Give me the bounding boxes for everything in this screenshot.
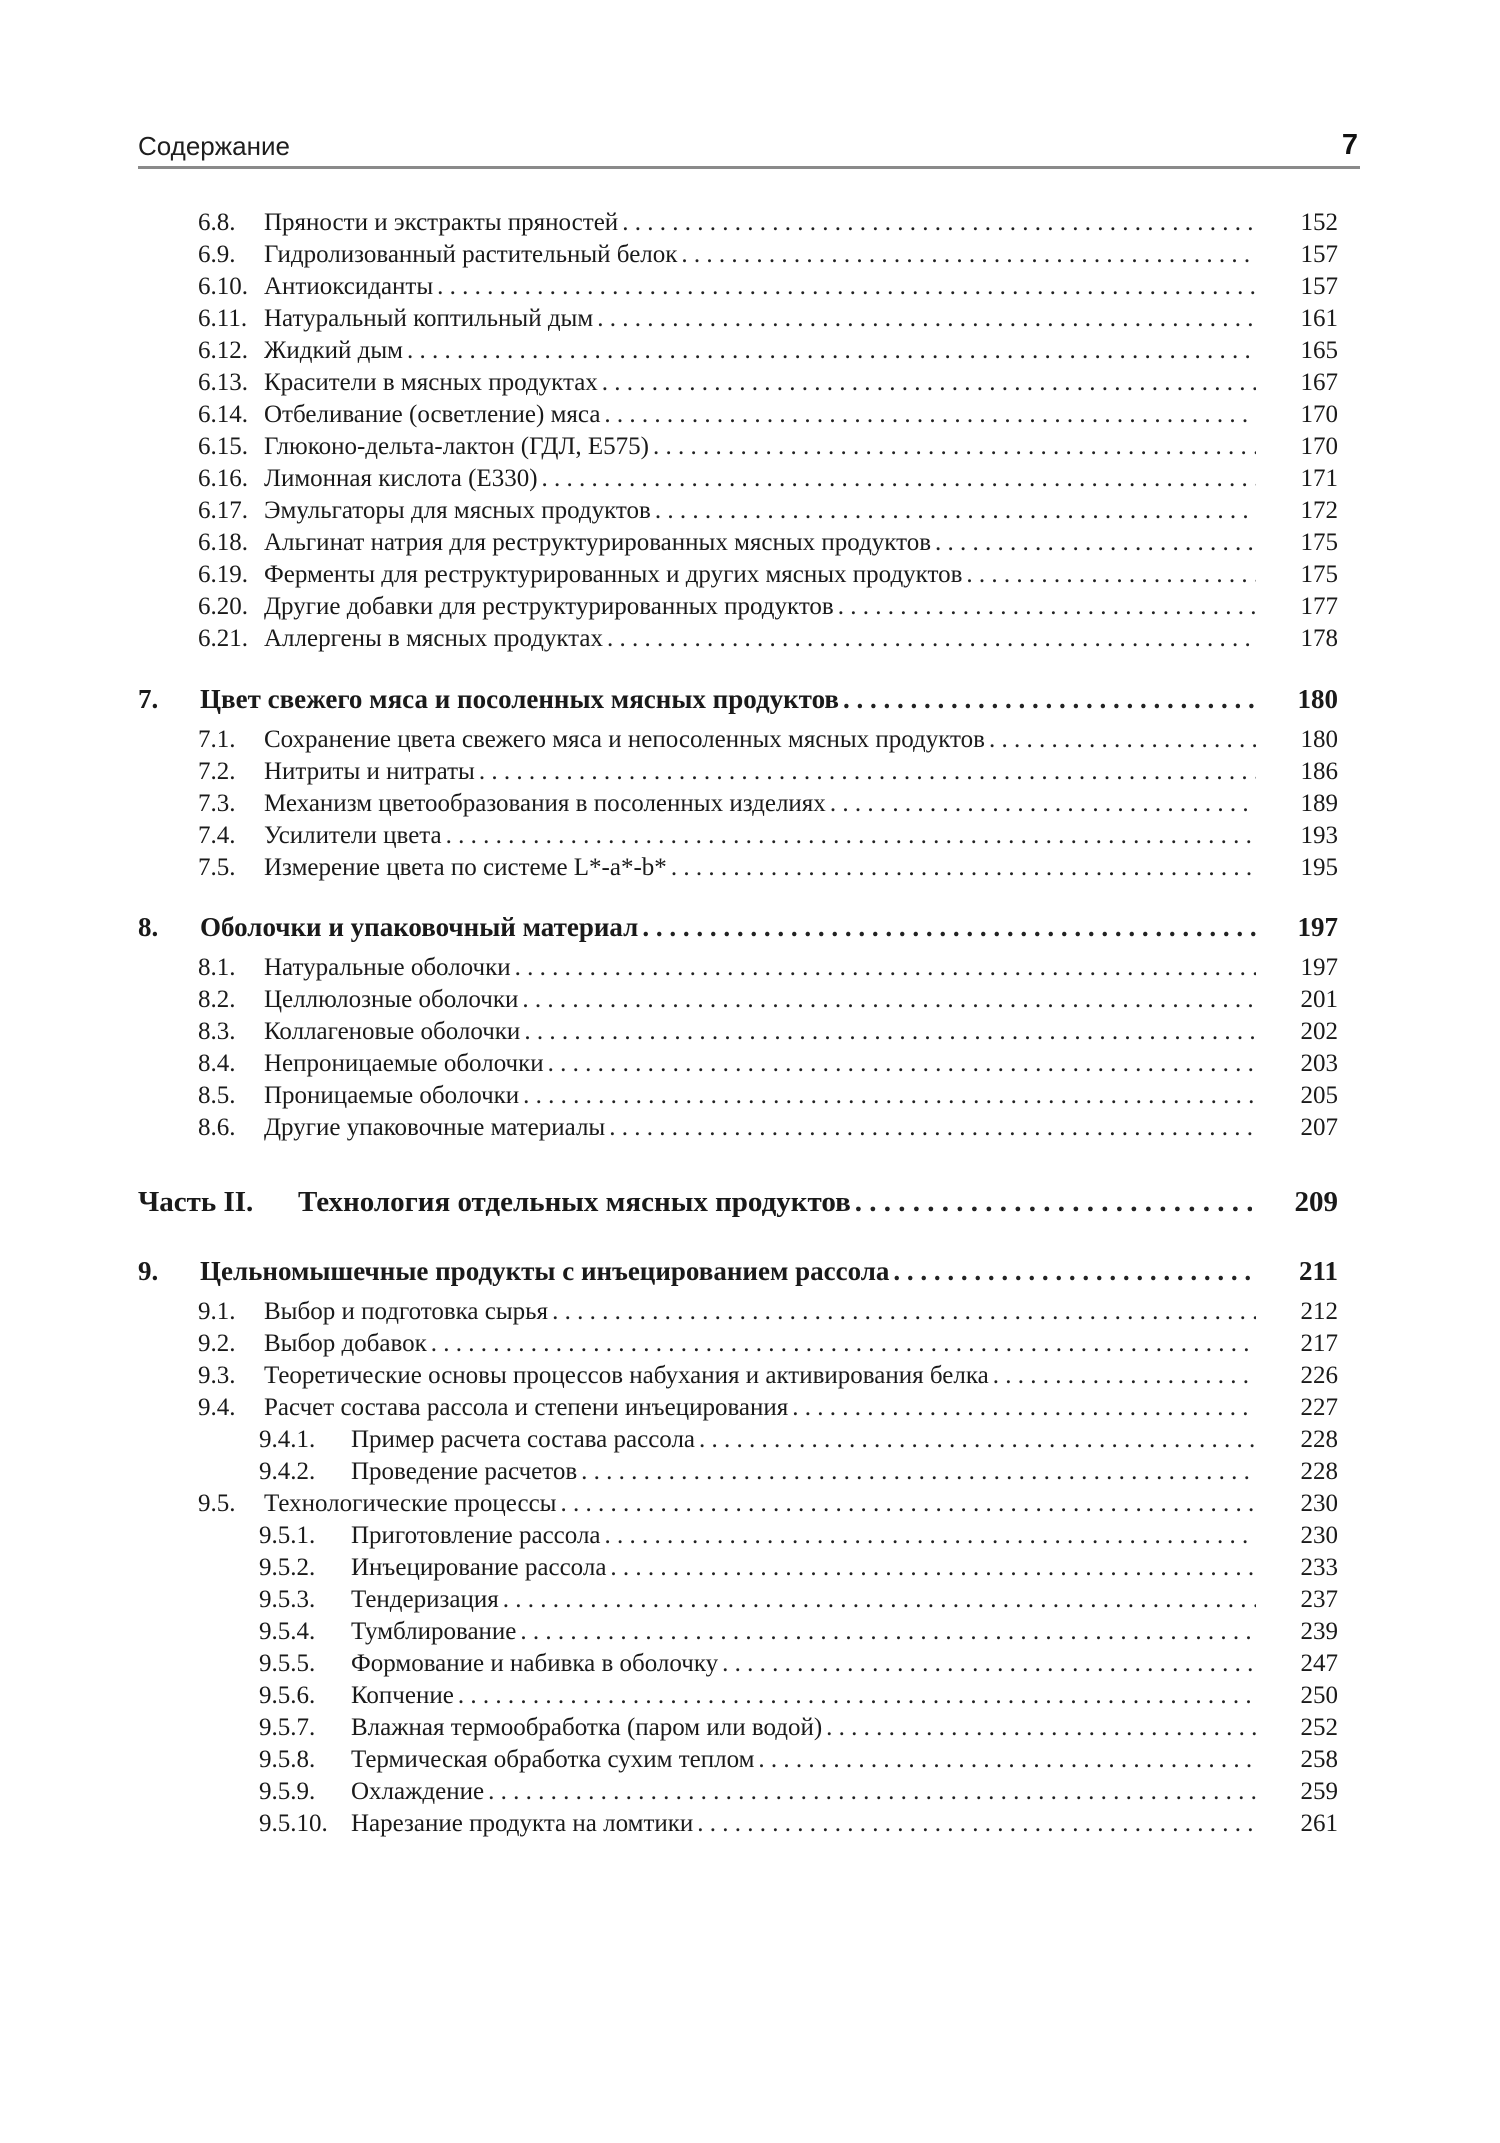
dot-leader (503, 1583, 1256, 1616)
dot-leader (642, 911, 1256, 944)
toc-entry-number: 7.1. (198, 726, 236, 753)
toc-entry-page: 177 (1300, 593, 1338, 620)
toc-entry-page: 226 (1300, 1362, 1338, 1389)
toc-entry[interactable] (138, 238, 1338, 271)
dot-leader (524, 1015, 1256, 1048)
toc-entry-number: 9.5.10. (259, 1810, 328, 1837)
toc-entry-number: 7.3. (198, 790, 236, 817)
toc-entry[interactable] (138, 1775, 1338, 1808)
toc-entry-page: 202 (1300, 1018, 1338, 1045)
toc-entry[interactable] (138, 723, 1338, 756)
header-rule (138, 166, 1360, 169)
toc-entry[interactable] (138, 1359, 1338, 1392)
toc-entry-number: 6.17. (198, 497, 248, 524)
toc-entry-number: 9.5.4. (259, 1618, 316, 1645)
toc-entry-number: 8.4. (198, 1050, 236, 1077)
toc-entry-page: 261 (1300, 1810, 1338, 1837)
toc-entry-page: 233 (1300, 1554, 1338, 1581)
toc-entry-number: 8.3. (198, 1018, 236, 1045)
dot-leader (993, 1359, 1256, 1392)
toc-entry-title: Жидкий дым (264, 337, 403, 364)
dot-leader (552, 1295, 1256, 1328)
dot-leader (515, 951, 1256, 984)
toc-entry-title: Пример расчета состава рассола (351, 1426, 696, 1453)
toc-entry-page: 209 (1294, 1186, 1338, 1218)
toc-entry-number: 6.9. (198, 241, 236, 268)
toc-entry-number: 9.5.8. (259, 1746, 316, 1773)
toc-entry-number: 6.11. (198, 305, 248, 332)
toc-entry-title: Механизм цветообразования в посоленных изделиях (264, 790, 826, 817)
dot-leader (855, 1183, 1252, 1221)
toc-entry[interactable] (138, 819, 1338, 852)
toc-entry-title: Расчет состава рассола и степени инъецирования (264, 1394, 789, 1421)
dot-leader (989, 723, 1256, 756)
toc-entry[interactable] (138, 334, 1338, 367)
toc-entry[interactable] (138, 590, 1338, 623)
toc-entry[interactable] (138, 398, 1338, 431)
toc-entry-title: Приготовление рассола (351, 1522, 601, 1549)
toc-entry-page: 172 (1300, 497, 1338, 524)
toc-entry-title: Другие упаковочные материалы (264, 1114, 606, 1141)
dot-leader (681, 238, 1256, 271)
toc-entry[interactable] (138, 270, 1338, 303)
toc-entry-page: 197 (1297, 912, 1338, 942)
toc-entry[interactable] (138, 430, 1338, 463)
toc-entry-number: 6.19. (198, 561, 248, 588)
toc-entry-page: 170 (1300, 433, 1338, 460)
toc-entry-title: Усилители цвета (264, 822, 442, 849)
toc-entry-number: 9. (138, 1256, 159, 1286)
page-number: 7 (1341, 129, 1358, 161)
toc-entry-page: 217 (1300, 1330, 1338, 1357)
toc-entry-number: 9.5.3. (259, 1586, 316, 1613)
toc-entry[interactable] (138, 494, 1338, 527)
dot-leader (935, 526, 1256, 559)
toc-entry-page: 171 (1300, 465, 1338, 492)
toc-entry[interactable] (138, 1551, 1338, 1584)
toc-entry-page: 205 (1300, 1082, 1338, 1109)
toc-entry-page: 207 (1300, 1114, 1338, 1141)
dot-leader (437, 270, 1256, 303)
toc-entry-number: 6.16. (198, 465, 248, 492)
toc-entry-page: 157 (1300, 273, 1338, 300)
toc-entry[interactable] (138, 366, 1338, 399)
toc-entry-title: Антиоксиданты (264, 273, 434, 300)
toc-entry-page: 180 (1297, 684, 1338, 714)
toc-entry-title: Эмульгаторы для мясных продуктов (264, 497, 651, 524)
toc-entry-title: Технология отдельных мясных продуктов (298, 1186, 851, 1218)
toc-entry[interactable] (138, 755, 1338, 788)
toc-entry-page: 180 (1300, 726, 1338, 753)
toc-entry-page: 201 (1300, 986, 1338, 1013)
toc-entry-page: 252 (1300, 1714, 1338, 1741)
toc-entry[interactable] (138, 787, 1338, 820)
toc-entry-title: Тумблирование (351, 1618, 517, 1645)
toc-entry-title: Формование и набивка в оболочку (351, 1650, 719, 1677)
toc-entry[interactable] (138, 1391, 1338, 1424)
toc-entry-number: 9.5. (198, 1490, 236, 1517)
dot-leader (597, 302, 1256, 335)
toc-entry[interactable] (138, 1327, 1338, 1360)
toc-entry-number: 9.5.1. (259, 1522, 316, 1549)
toc-entry[interactable] (138, 1519, 1338, 1552)
toc-entry-title: Теоретические основы процессов набухания и активирования белка (264, 1362, 989, 1389)
toc-entry-page: 250 (1300, 1682, 1338, 1709)
dot-leader (653, 430, 1256, 463)
toc-entry-number: 9.5.9. (259, 1778, 316, 1805)
toc-entry-title: Аллергены в мясных продуктах (264, 625, 603, 652)
toc-entry-title: Инъецирование рассола (351, 1554, 607, 1581)
toc-entry-number: 6.13. (198, 369, 248, 396)
toc-entry-number: 7.2. (198, 758, 236, 785)
toc-entry-page: 230 (1300, 1522, 1338, 1549)
toc-entry[interactable] (138, 1183, 1338, 1221)
toc-entry-number: 9.4.2. (259, 1458, 316, 1485)
dot-leader (479, 755, 1256, 788)
toc-entry[interactable] (138, 951, 1338, 984)
toc-entry[interactable] (138, 1423, 1338, 1456)
toc-entry[interactable] (138, 1647, 1338, 1680)
dot-leader (697, 1807, 1256, 1840)
toc-entry-title: Влажная термообработка (паром или водой) (351, 1714, 823, 1741)
toc-entry[interactable] (138, 526, 1338, 559)
dot-leader (560, 1487, 1256, 1520)
dot-leader (966, 558, 1256, 591)
toc-entry-page: 189 (1300, 790, 1338, 817)
dot-leader (607, 622, 1256, 655)
toc-entry[interactable] (138, 1079, 1338, 1112)
toc-entry-number: 9.4. (198, 1394, 236, 1421)
dot-leader (622, 206, 1256, 239)
toc-entry-page: 157 (1300, 241, 1338, 268)
dot-leader (407, 334, 1256, 367)
toc-entry-page: 175 (1300, 561, 1338, 588)
toc-entry-title: Проведение расчетов (351, 1458, 578, 1485)
toc-entry-number: 6.21. (198, 625, 248, 652)
toc-entry-number: 6.12. (198, 337, 248, 364)
toc-entry-title: Оболочки и упаковочный материал (200, 912, 639, 942)
dot-leader (548, 1047, 1256, 1080)
dot-leader (520, 1615, 1256, 1648)
toc-entry-title: Красители в мясных продуктах (264, 369, 598, 396)
toc-entry-number: Часть II. (138, 1186, 254, 1218)
toc-entry-page: 239 (1300, 1618, 1338, 1645)
toc-entry-title: Лимонная кислота (Е330) (264, 465, 538, 492)
dot-leader (838, 590, 1256, 623)
dot-leader (523, 1079, 1256, 1112)
toc-entry-page: 170 (1300, 401, 1338, 428)
running-head-title: Содержание (138, 131, 290, 161)
toc-entry-page: 178 (1300, 625, 1338, 652)
dot-leader (843, 683, 1256, 716)
toc-entry-title: Копчение (351, 1682, 454, 1709)
toc-entry-number: 6.8. (198, 209, 236, 236)
dot-leader (581, 1455, 1256, 1488)
toc-entry-page: 161 (1300, 305, 1338, 332)
toc-entry-number: 6.10. (198, 273, 248, 300)
toc-entry-number: 9.3. (198, 1362, 236, 1389)
dot-leader (826, 1711, 1256, 1744)
toc-entry-number: 9.5.7. (259, 1714, 316, 1741)
toc-entry-number: 9.5.5. (259, 1650, 316, 1677)
toc-entry-number: 9.5.2. (259, 1554, 316, 1581)
toc-entry-number: 8.6. (198, 1114, 236, 1141)
dot-leader (605, 1519, 1256, 1552)
toc-entry-title: Цвет свежего мяса и посоленных мясных продуктов (200, 684, 839, 714)
toc-entry-title: Натуральные оболочки (264, 954, 511, 981)
toc-entry-page: 230 (1300, 1490, 1338, 1517)
toc-entry-page: 259 (1300, 1778, 1338, 1805)
toc-entry[interactable] (138, 1679, 1338, 1712)
toc-entry-page: 228 (1300, 1426, 1338, 1453)
toc-entry-page: 167 (1300, 369, 1338, 396)
running-head (138, 122, 1360, 162)
toc-entry[interactable] (138, 851, 1338, 884)
toc-entry[interactable] (138, 1255, 1338, 1288)
toc-entry-number: 6.18. (198, 529, 248, 556)
dot-leader (488, 1775, 1256, 1808)
dot-leader (602, 366, 1256, 399)
dot-leader (431, 1327, 1256, 1360)
toc-entry[interactable] (138, 462, 1338, 495)
toc-entry-title: Термическая обработка сухим теплом (351, 1746, 755, 1773)
toc-entry-number: 8. (138, 912, 159, 942)
toc-entry-page: 228 (1300, 1458, 1338, 1485)
dot-leader (610, 1551, 1256, 1584)
toc-entry[interactable] (138, 622, 1338, 655)
dot-leader (893, 1255, 1256, 1288)
toc-entry-title: Выбор добавок (264, 1330, 427, 1357)
toc-entry[interactable] (138, 1583, 1338, 1616)
toc-entry-page: 237 (1300, 1586, 1338, 1613)
toc-entry-title: Целлюлозные оболочки (264, 986, 519, 1013)
toc-entry-page: 227 (1300, 1394, 1338, 1421)
toc-entry-page: 212 (1300, 1298, 1338, 1325)
toc-entry-title: Измерение цвета по системе L*-a*-b* (264, 854, 667, 881)
toc-entry[interactable] (138, 683, 1338, 716)
toc-entry[interactable] (138, 1615, 1338, 1648)
dot-leader (609, 1111, 1256, 1144)
dot-leader (830, 787, 1256, 820)
toc-entry-number: 7. (138, 684, 159, 714)
dot-leader (792, 1391, 1256, 1424)
toc-entry[interactable] (138, 1711, 1338, 1744)
toc-entry-number: 8.1. (198, 954, 236, 981)
toc-entry-number: 9.1. (198, 1298, 236, 1325)
toc-entry-page: 197 (1300, 954, 1338, 981)
dot-leader (758, 1743, 1256, 1776)
toc-entry-title: Нитриты и нитраты (264, 758, 475, 785)
toc-entry-title: Нарезание продукта на ломтики (351, 1810, 694, 1837)
toc-entry-number: 7.5. (198, 854, 236, 881)
toc-entry-title: Коллагеновые оболочки (264, 1018, 521, 1045)
dot-leader (458, 1679, 1256, 1712)
dot-leader (655, 494, 1256, 527)
toc-entry-title: Другие добавки для реструктурированных продуктов (264, 593, 834, 620)
toc-entry-title: Отбеливание (осветление) мяса (264, 401, 601, 428)
toc-entry-page: 195 (1300, 854, 1338, 881)
toc-entry-title: Тендеризация (351, 1586, 499, 1613)
toc-entry[interactable] (138, 558, 1338, 591)
dot-leader (604, 398, 1256, 431)
toc-entry-title: Сохранение цвета свежего мяса и непосоленных мясных продуктов (264, 726, 985, 753)
toc-entry-title: Натуральный коптильный дым (264, 305, 594, 332)
toc-entry-page: 165 (1300, 337, 1338, 364)
toc-entry[interactable] (138, 1455, 1338, 1488)
toc-entry[interactable] (138, 302, 1338, 335)
dot-leader (522, 983, 1256, 1016)
toc-entry-page: 247 (1300, 1650, 1338, 1677)
toc-entry-number: 8.5. (198, 1082, 236, 1109)
dot-leader (446, 819, 1256, 852)
toc-entry-number: 9.4.1. (259, 1426, 316, 1453)
toc-entry[interactable] (138, 1295, 1338, 1328)
toc-entry[interactable] (138, 1743, 1338, 1776)
toc-entry-page: 152 (1300, 209, 1338, 236)
toc-entry-page: 258 (1300, 1746, 1338, 1773)
toc-entry-number: 6.14. (198, 401, 248, 428)
toc-entry-number: 6.15. (198, 433, 248, 460)
toc-entry[interactable] (138, 1047, 1338, 1080)
toc-entry-title: Пряности и экстракты пряностей (264, 209, 619, 236)
toc-entry[interactable] (138, 1111, 1338, 1144)
toc-entry-page: 175 (1300, 529, 1338, 556)
toc-entry-title: Технологические процессы (264, 1490, 557, 1517)
dot-leader (542, 462, 1256, 495)
toc-entry-title: Ферменты для реструктурированных и других мясных продуктов (264, 561, 963, 588)
toc-entry-page: 186 (1300, 758, 1338, 785)
dot-leader (671, 851, 1256, 884)
toc-entry-page: 193 (1300, 822, 1338, 849)
dot-leader (722, 1647, 1256, 1680)
toc-entry-title: Альгинат натрия для реструктурированных мясных продуктов (264, 529, 932, 556)
toc-entry-page: 203 (1300, 1050, 1338, 1077)
toc-entry-number: 9.5.6. (259, 1682, 316, 1709)
toc-entry[interactable] (138, 1807, 1338, 1840)
toc-entry-title: Гидролизованный растительный белок (264, 241, 678, 268)
toc-entry[interactable] (138, 206, 1338, 239)
toc-entry-title: Глюконо-дельта-лактон (ГДЛ, Е575) (264, 433, 649, 460)
toc-entry-number: 6.20. (198, 593, 248, 620)
toc-entry-number: 7.4. (198, 822, 236, 849)
toc-entry-page: 211 (1298, 1256, 1338, 1286)
toc-entry-title: Цельномышечные продукты с инъецированием рассола (200, 1256, 890, 1286)
toc-entry-title: Выбор и подготовка сырья (264, 1298, 549, 1325)
toc-entry[interactable] (138, 1015, 1338, 1048)
toc-entry[interactable] (138, 911, 1338, 944)
toc-entry-number: 8.2. (198, 986, 236, 1013)
toc-entry-number: 9.2. (198, 1330, 236, 1357)
toc-entry[interactable] (138, 1487, 1338, 1520)
toc-entry[interactable] (138, 983, 1338, 1016)
toc-entry-title: Охлаждение (351, 1778, 485, 1805)
toc-entry-title: Непроницаемые оболочки (264, 1050, 544, 1077)
toc-entry-title: Проницаемые оболочки (264, 1082, 520, 1109)
dot-leader (699, 1423, 1256, 1456)
